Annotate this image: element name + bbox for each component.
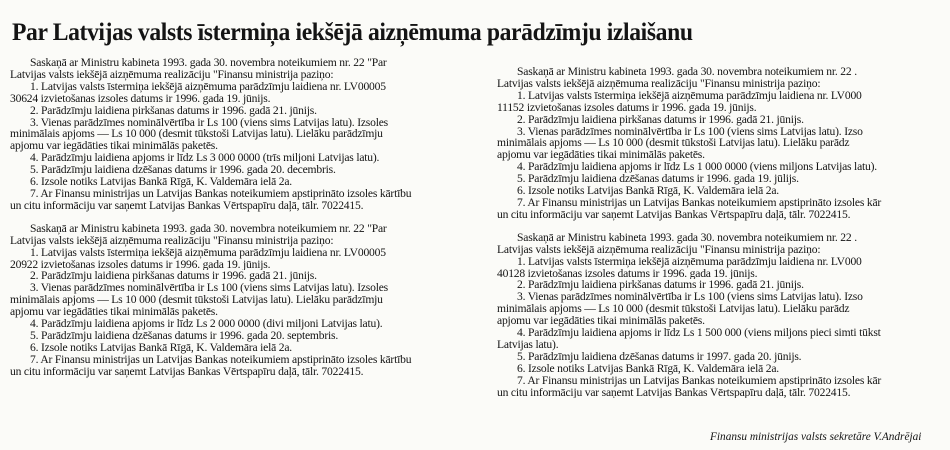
text-line: 7. Ar Finansu ministrijas un Latvijas Bankas noteikumiem apstiprināto izsoles kārtību <box>30 187 412 200</box>
text-line: 1. Latvijas valsts īstermiņa iekšējā aizņēmuma parādzīmju laidiena nr. LV000 <box>517 255 862 268</box>
text-line: 5. Parādzīmju laidiena dzēšanas datums ir 1996. gada 20. septembris. <box>30 329 339 342</box>
text-line: 7. Ar Finansu ministrijas un Latvijas Bankas noteikumiem apstiprināto izsoles kārtību <box>30 353 412 366</box>
text-line: Latvijas valsts iekšējā aizņēmuma realizāciju "Finansu ministrija paziņo: <box>497 243 821 256</box>
text-line: minimālais apjoms — Ls 10 000 (desmit tūkstoši Latvijas latu). Lielāku parādz <box>497 303 850 316</box>
text-line: un citu informāciju var saņemt Latvijas Bankas Vērtspapīru daļā, tālr. 7022415. <box>10 199 364 212</box>
text-line: minimālais apjoms — Ls 10 000 (desmit tūkstoši Latvijas latu). Lielāku parādz <box>497 137 850 150</box>
text-line: apjomu var iegādāties tikai minimālās paketēs. <box>10 140 218 153</box>
announcement-block <box>10 223 450 378</box>
text-line: Latvijas valsts iekšējā aizņēmuma realizāciju "Finansu ministrija paziņo: <box>10 234 334 247</box>
text-line: 5. Parādzīmju laidiena dzēšanas datums ir 1996. gada 20. decembris. <box>30 164 336 177</box>
text-line: 5. Parādzīmju laidiena dzēšanas datums ir 1996. gada 19. jūlijs. <box>517 173 799 186</box>
text-line: un citu informāciju var saņemt Latvijas Bankas Vērtspapīru daļā, tālr. 7022415. <box>497 208 851 221</box>
text-line: 6. Izsole notiks Latvijas Bankā Rīgā, K. Valdemāra ielā 2a. <box>517 362 779 375</box>
text-line: apjomu var iegādāties tikai minimālās paketēs. <box>10 306 218 319</box>
text-line: un citu informāciju var saņemt Latvijas Bankas Vērtspapīru daļā, tālr. 7022415. <box>497 386 851 399</box>
text-line: un citu informāciju var saņemt Latvijas Bankas Vērtspapīru daļā, tālr. 7022415. <box>10 365 364 378</box>
text-line: Latvijas valsts iekšējā aizņēmuma realizāciju "Finansu ministrija paziņo: <box>497 77 821 90</box>
announcement-block <box>497 232 937 399</box>
text-line: 1. Latvijas valsts īstermiņa iekšējā aizņēmuma parādzīmju laidiena nr. LV00005 <box>30 80 386 93</box>
signature-line: Finansu ministrijas valsts sekretāre V.Andrējai <box>710 431 922 443</box>
text-line: 1. Latvijas valsts īstermiņa iekšējā aizņēmuma parādzīmju laidiena nr. LV000 <box>517 89 862 102</box>
text-line: Latvijas latu). <box>497 338 559 351</box>
text-line: Latvijas valsts iekšējā aizņēmuma realizāciju "Finansu ministrija paziņo: <box>10 68 334 81</box>
text-line: 3. Vienas parādzīmes nominālvērtība ir Ls 100 (viens sims Latvijas latu). Izso <box>517 125 863 138</box>
text-line: 40128 izvietošanas izsoles datums ir 1996. gada 19. jūnijs. <box>497 267 758 280</box>
text-line: 30624 izvietošanas izsoles datums ir 1996. gada 19. jūnijs. <box>10 92 271 105</box>
text-line: 2. Parādzīmju laidiena pirkšanas datums ir 1996. gadā 21. jūnijs. <box>517 113 804 126</box>
text-line: 3. Vienas parādzīmes nominālvērtība ir Ls 100 (viens sims Latvijas latu). Izso <box>517 291 863 304</box>
text-line: 4. Parādzīmju laidiena apjoms ir līdz Ls 1 500 000 (viens miljons pieci simti tūkst <box>517 327 881 339</box>
right-column <box>497 66 937 409</box>
text-line: 1. Latvijas valsts īstermiņa iekšējā aizņēmuma parādzīmju laidiena nr. LV00005 <box>30 246 386 259</box>
text-line: Saskaņā ar Ministru kabineta 1993. gada 30. novembra noteikumiem nr. 22 "Par <box>30 57 387 69</box>
text-line: 6. Izsole notiks Latvijas Bankā Rīgā, K. Valdemāra ielā 2a. <box>517 185 779 197</box>
text-line: 7. Ar Finansu ministrijas un Latvijas Bankas noteikumiem apstiprināto izsoles kār <box>517 196 882 209</box>
text-line: minimālais apjoms — Ls 10 000 (desmit tūkstoši Latvijas latu). Lielāku parādzīmju <box>10 294 383 307</box>
text-line: 2. Parādzīmju laidiena pirkšanas datums ir 1996. gadā 21. jūnijs. <box>30 270 317 283</box>
left-column <box>10 57 450 389</box>
text-line: apjomu var iegādāties tikai minimālās paketēs. <box>497 315 705 328</box>
text-line: 4. Parādzīmju laidiena apjoms ir līdz Ls 1 000 0000 (viens miljons Latvijas latu). <box>517 161 878 174</box>
text-line: apjomu var iegādāties tikai minimālās paketēs. <box>497 149 705 162</box>
article-title: Par Latvijas valsts īstermiņa iekšējā aizņēmuma parādzīmju izlaišanu <box>12 19 693 46</box>
text-line: Saskaņā ar Ministru kabineta 1993. gada 30. novembra noteikumiem nr. 22 . <box>517 66 857 78</box>
text-line: minimālais apjoms — Ls 10 000 (desmit tūkstoši Latvijas latu). Lielāku parādzīmju <box>10 128 383 141</box>
text-line: 6. Izsole notiks Latvijas Bankā Rīgā, K. Valdemāra ielā 2a. <box>30 176 292 188</box>
text-line: 5. Parādzīmju laidiena dzēšanas datums ir 1997. gada 20. jūnijs. <box>517 350 802 363</box>
text-line: 4. Parādzīmju laidiena apjoms ir līdz Ls 2 000 0000 (divi miljoni Latvijas latu). <box>30 318 383 330</box>
text-line: 4. Parādzīmju laidiena apjoms ir līdz Ls 3 000 0000 (trīs miljoni Latvijas latu). <box>30 152 380 165</box>
text-line: 20922 izvietošanas izsoles datums ir 1996. gada 19. jūnijs. <box>10 258 271 271</box>
text-line: 11152 izvietošanas izsoles datums ir 1996. gada 19. jūnijs. <box>497 101 757 114</box>
text-line: 6. Izsole notiks Latvijas Bankā Rīgā, K. Valdemāra ielā 2a. <box>30 341 292 354</box>
text-line: 7. Ar Finansu ministrijas un Latvijas Bankas noteikumiem apstiprināto izsoles kār <box>517 374 882 387</box>
text-line: Saskaņā ar Ministru kabineta 1993. gada 30. novembra noteikumiem nr. 22 "Par <box>30 222 387 235</box>
announcement-block <box>10 57 450 212</box>
text-line: 2. Parādzīmju laidiena pirkšanas datums ir 1996. gadā 21. jūnijs. <box>517 279 804 292</box>
text-line: 3. Vienas parādzīmes nominālvērtība ir Ls 100 (viens sims Latvijas latu). Izsoles <box>30 282 388 295</box>
text-line: 2. Parādzīmju laidiena pirkšanas datums ir 1996. gadā 21. jūnijs. <box>30 104 317 117</box>
text-line: Saskaņā ar Ministru kabineta 1993. gada 30. novembra noteikumiem nr. 22 . <box>517 231 857 244</box>
announcement-block <box>497 66 937 221</box>
text-line: 3. Vienas parādzīmes nominālvērtība ir Ls 100 (viens sims Latvijas latu). Izsoles <box>30 116 388 129</box>
